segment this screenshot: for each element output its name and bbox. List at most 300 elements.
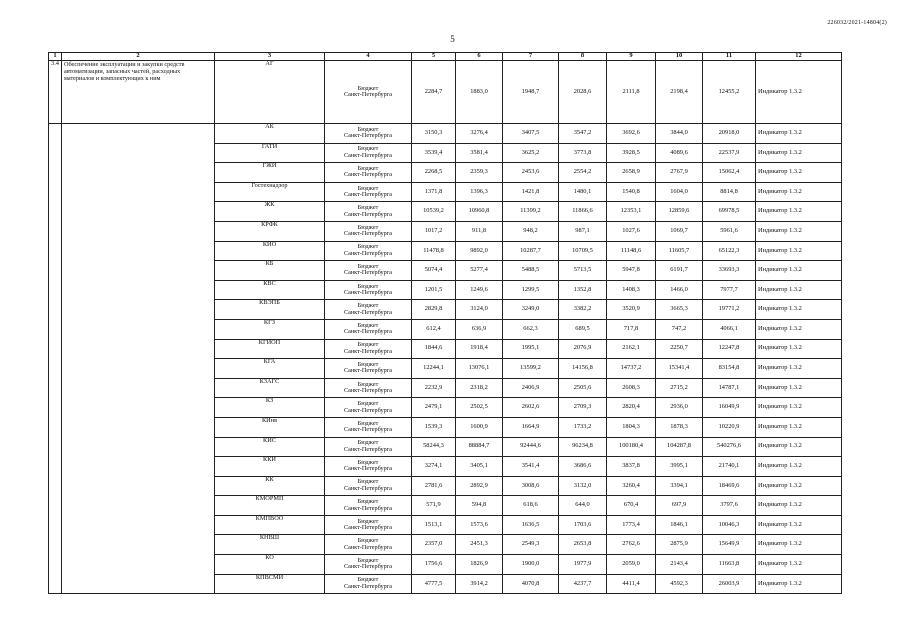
total-amount-cell: 15062,4 — [703, 163, 756, 183]
year-amount-cell: 2820,4 — [607, 398, 656, 418]
year-amount-cell: 2781,6 — [412, 476, 456, 496]
year-amount-cell: 948,2 — [503, 221, 559, 241]
year-amount-cell: 2028,6 — [559, 61, 607, 124]
funding-source-line1: Бюджет — [357, 84, 379, 92]
funding-source-line1: Бюджет — [357, 517, 379, 525]
year-amount-cell: 3625,2 — [503, 143, 559, 163]
year-amount-cell: 4089,6 — [656, 143, 703, 163]
indicator-cell: Индикатор 1.3.2 — [756, 476, 842, 496]
year-amount-cell: 1396,3 — [456, 182, 503, 202]
column-number: 9 — [607, 53, 656, 61]
year-amount-cell: 10709,5 — [559, 241, 607, 261]
year-amount-cell: 612,4 — [412, 319, 456, 339]
column-number: 4 — [325, 53, 412, 61]
year-amount-cell: 594,8 — [456, 496, 503, 516]
year-amount-cell: 3914,2 — [456, 574, 503, 594]
funding-source-line1: Бюджет — [357, 125, 379, 133]
executor-cell: КМОРМП — [215, 496, 325, 516]
year-amount-cell: 3276,4 — [456, 124, 503, 144]
year-amount-cell: 5488,5 — [503, 261, 559, 281]
funding-source-line1: Бюджет — [357, 302, 379, 310]
table-row — [49, 61, 842, 124]
total-amount-cell: 22537,9 — [703, 143, 756, 163]
column-number-row — [49, 53, 842, 61]
year-amount-cell: 3150,3 — [412, 124, 456, 144]
column-number: 2 — [62, 53, 215, 61]
year-amount-cell: 1027,6 — [607, 221, 656, 241]
year-amount-cell: 2479,1 — [412, 398, 456, 418]
total-amount-cell: 4066,1 — [703, 319, 756, 339]
funding-source-line1: Бюджет — [357, 498, 379, 506]
funding-source-line1: Бюджет — [357, 400, 379, 408]
year-amount-cell: 2767,9 — [656, 163, 703, 183]
year-amount-cell: 9892,0 — [456, 241, 503, 261]
total-amount-cell: 19771,2 — [703, 300, 756, 320]
year-amount-cell: 1573,6 — [456, 515, 503, 535]
year-amount-cell: 12353,1 — [607, 202, 656, 222]
year-amount-cell: 2608,3 — [607, 378, 656, 398]
year-amount-cell: 3008,6 — [503, 476, 559, 496]
funding-source-line2: Санкт-Петербурга — [343, 484, 393, 492]
executor-cell: КНВШ — [215, 535, 325, 555]
funding-source-line1: Бюджет — [357, 321, 379, 329]
total-amount-cell: 16049,9 — [703, 398, 756, 418]
executor-cell: КВЭПБ — [215, 300, 325, 320]
year-amount-cell: 1826,9 — [456, 555, 503, 575]
indicator-cell: Индикатор 1.3.2 — [756, 280, 842, 300]
funding-source-cell — [325, 182, 412, 202]
year-amount-cell: 5947,8 — [607, 261, 656, 281]
funding-source-line2: Санкт-Петербурга — [343, 543, 393, 551]
year-amount-cell: 10539,2 — [412, 202, 456, 222]
year-amount-cell: 4411,4 — [607, 574, 656, 594]
funding-source-line2: Санкт-Петербурга — [343, 347, 393, 355]
year-amount-cell: 1249,6 — [456, 280, 503, 300]
year-amount-cell: 12859,6 — [656, 202, 703, 222]
year-amount-cell: 2451,3 — [456, 535, 503, 555]
budget-table — [48, 52, 842, 594]
funding-source-line2: Санкт-Петербурга — [343, 171, 393, 179]
total-amount-cell: 7977,7 — [703, 280, 756, 300]
year-amount-cell: 2554,2 — [559, 163, 607, 183]
total-amount-cell: 33693,3 — [703, 261, 756, 281]
total-amount-cell: 14787,1 — [703, 378, 756, 398]
year-amount-cell: 1540,8 — [607, 182, 656, 202]
year-amount-cell: 11399,2 — [503, 202, 559, 222]
year-amount-cell: 987,1 — [559, 221, 607, 241]
year-amount-cell: 58244,3 — [412, 437, 456, 457]
year-amount-cell: 4592,3 — [656, 574, 703, 594]
year-amount-cell: 1513,1 — [412, 515, 456, 535]
funding-source-cell — [325, 300, 412, 320]
indicator-cell: Индикатор 1.3.2 — [756, 319, 842, 339]
year-amount-cell: 2602,6 — [503, 398, 559, 418]
section-code: 3.4 — [49, 61, 62, 124]
funding-source-line2: Санкт-Петербурга — [343, 563, 393, 571]
year-amount-cell: 1773,4 — [607, 515, 656, 535]
year-amount-cell: 1408,3 — [607, 280, 656, 300]
year-amount-cell: 4237,7 — [559, 574, 607, 594]
funding-source-cell — [325, 202, 412, 222]
year-amount-cell: 3260,4 — [607, 476, 656, 496]
year-amount-cell: 911,8 — [456, 221, 503, 241]
funding-source-line2: Санкт-Петербурга — [343, 465, 393, 473]
funding-source-line1: Бюджет — [357, 576, 379, 584]
year-amount-cell: 3124,0 — [456, 300, 503, 320]
year-amount-cell: 3132,0 — [559, 476, 607, 496]
year-amount-cell: 2162,1 — [607, 339, 656, 359]
year-amount-cell: 1421,8 — [503, 182, 559, 202]
column-number: 1 — [49, 53, 62, 61]
funding-source-cell — [325, 417, 412, 437]
funding-source-cell — [325, 515, 412, 535]
total-amount-cell: 15649,9 — [703, 535, 756, 555]
year-amount-cell: 1539,3 — [412, 417, 456, 437]
year-amount-cell: 2284,7 — [412, 61, 456, 124]
year-amount-cell: 3995,1 — [656, 457, 703, 477]
year-amount-cell: 14737,2 — [607, 359, 656, 379]
year-amount-cell: 1733,2 — [559, 417, 607, 437]
year-amount-cell: 1664,9 — [503, 417, 559, 437]
year-amount-cell: 3407,5 — [503, 124, 559, 144]
executor-cell: КИО — [215, 241, 325, 261]
funding-source-line1: Бюджет — [357, 360, 379, 368]
indicator-cell: Индикатор 1.3.2 — [756, 437, 842, 457]
executor-cell: ЖК — [215, 202, 325, 222]
year-amount-cell: 662,3 — [503, 319, 559, 339]
funding-source-cell — [325, 437, 412, 457]
funding-source-line2: Санкт-Петербурга — [343, 249, 393, 257]
funding-source-line1: Бюджет — [357, 341, 379, 349]
funding-source-cell — [325, 359, 412, 379]
column-number: 12 — [756, 53, 842, 61]
executor-cell: КЗАГС — [215, 378, 325, 398]
executor-cell: КВС — [215, 280, 325, 300]
year-amount-cell: 12244,1 — [412, 359, 456, 379]
year-amount-cell: 11478,8 — [412, 241, 456, 261]
executor-cell: ККИ — [215, 457, 325, 477]
funding-source-line2: Санкт-Петербурга — [343, 406, 393, 414]
funding-source-line2: Санкт-Петербурга — [343, 308, 393, 316]
year-amount-cell: 3686,6 — [559, 457, 607, 477]
year-amount-cell: 1918,4 — [456, 339, 503, 359]
year-amount-cell: 2268,5 — [412, 163, 456, 183]
executor-cell: ГЖИ — [215, 163, 325, 183]
total-amount-cell: 83154,8 — [703, 359, 756, 379]
funding-source-line1: Бюджет — [357, 556, 379, 564]
year-amount-cell: 1846,1 — [656, 515, 703, 535]
year-amount-cell: 88884,7 — [456, 437, 503, 457]
year-amount-cell: 3773,8 — [559, 143, 607, 163]
funding-source-line2: Санкт-Петербурга — [343, 582, 393, 590]
funding-source-cell — [325, 457, 412, 477]
indicator-cell: Индикатор 1.3.2 — [756, 261, 842, 281]
year-amount-cell: 13599,2 — [503, 359, 559, 379]
indicator-cell: Индикатор 1.3.2 — [756, 163, 842, 183]
indicator-cell: Индикатор 1.3.2 — [756, 574, 842, 594]
year-amount-cell: 5074,4 — [412, 261, 456, 281]
year-amount-cell: 1883,0 — [456, 61, 503, 124]
year-amount-cell: 1299,5 — [503, 280, 559, 300]
column-number: 11 — [703, 53, 756, 61]
total-amount-cell: 21740,1 — [703, 457, 756, 477]
year-amount-cell: 1804,3 — [607, 417, 656, 437]
executor-cell: КИнв — [215, 417, 325, 437]
year-amount-cell: 2198,4 — [656, 61, 703, 124]
year-amount-cell: 3520,9 — [607, 300, 656, 320]
indicator-cell: Индикатор 1.3.2 — [756, 241, 842, 261]
executor-cell: КО — [215, 555, 325, 575]
year-amount-cell: 3541,4 — [503, 457, 559, 477]
indicator-cell: Индикатор 1.3.2 — [756, 221, 842, 241]
executor-cell: ГАТИ — [215, 143, 325, 163]
funding-source-cell — [325, 124, 412, 144]
year-amount-cell: 100180,4 — [607, 437, 656, 457]
year-amount-cell: 2505,6 — [559, 378, 607, 398]
year-amount-cell: 2549,3 — [503, 535, 559, 555]
year-amount-cell: 1703,6 — [559, 515, 607, 535]
year-amount-cell: 6191,7 — [656, 261, 703, 281]
year-amount-cell: 2059,0 — [607, 555, 656, 575]
total-amount-cell: 18469,6 — [703, 476, 756, 496]
funding-source-line2: Санкт-Петербурга — [343, 328, 393, 336]
total-amount-cell: 69978,5 — [703, 202, 756, 222]
executor-cell: КИС — [215, 437, 325, 457]
funding-source-line2: Санкт-Петербурга — [343, 91, 393, 98]
executor-cell: Гостехнадзор — [215, 182, 325, 202]
total-amount-cell: 65122,3 — [703, 241, 756, 261]
total-amount-cell: 10046,3 — [703, 515, 756, 535]
page-number: 5 — [450, 34, 455, 44]
year-amount-cell: 3274,1 — [412, 457, 456, 477]
funding-source-line1: Бюджет — [357, 145, 379, 153]
funding-source-cell — [325, 555, 412, 575]
funding-source-cell — [325, 280, 412, 300]
total-amount-cell: 5961,6 — [703, 221, 756, 241]
total-amount-cell: 8814,8 — [703, 182, 756, 202]
executor-cell: КБ — [215, 261, 325, 281]
indicator-cell: Индикатор 1.3.2 — [756, 202, 842, 222]
total-amount-cell: 12455,2 — [703, 61, 756, 124]
year-amount-cell: 1604,0 — [656, 182, 703, 202]
total-amount-cell: 10220,9 — [703, 417, 756, 437]
year-amount-cell: 2111,8 — [607, 61, 656, 124]
year-amount-cell: 2143,4 — [656, 555, 703, 575]
year-amount-cell: 11148,6 — [607, 241, 656, 261]
executor-cell: КК — [215, 476, 325, 496]
indicator-cell: Индикатор 1.3.2 — [756, 496, 842, 516]
indicator-cell: Индикатор 1.3.2 — [756, 124, 842, 144]
year-amount-cell: 1900,0 — [503, 555, 559, 575]
indicator-cell: Индикатор 1.3.2 — [756, 515, 842, 535]
column-number: 3 — [215, 53, 325, 61]
year-amount-cell: 618,6 — [503, 496, 559, 516]
year-amount-cell: 3394,1 — [656, 476, 703, 496]
funding-source-cell — [325, 143, 412, 163]
funding-source-line2: Санкт-Петербурга — [343, 426, 393, 434]
indicator-cell: Индикатор 1.3.2 — [756, 359, 842, 379]
year-amount-cell: 3837,8 — [607, 457, 656, 477]
year-amount-cell: 2359,3 — [456, 163, 503, 183]
year-amount-cell: 1069,7 — [656, 221, 703, 241]
year-amount-cell: 747,2 — [656, 319, 703, 339]
year-amount-cell: 1371,8 — [412, 182, 456, 202]
total-amount-cell: 12247,8 — [703, 339, 756, 359]
funding-source-cell — [325, 61, 412, 124]
funding-source-cell — [325, 261, 412, 281]
funding-source-cell — [325, 163, 412, 183]
year-amount-cell: 2232,9 — [412, 378, 456, 398]
funding-source-line1: Бюджет — [357, 439, 379, 447]
year-amount-cell: 3692,6 — [607, 124, 656, 144]
indicator-cell: Индикатор 1.3.2 — [756, 398, 842, 418]
funding-source-cell — [325, 476, 412, 496]
year-amount-cell: 2658,9 — [607, 163, 656, 183]
funding-source-line1: Бюджет — [357, 223, 379, 231]
year-amount-cell: 1844,6 — [412, 339, 456, 359]
year-amount-cell: 3249,0 — [503, 300, 559, 320]
year-amount-cell: 2829,8 — [412, 300, 456, 320]
year-amount-cell: 2250,7 — [656, 339, 703, 359]
year-amount-cell: 3405,1 — [456, 457, 503, 477]
year-amount-cell: 2076,9 — [559, 339, 607, 359]
funding-source-line2: Санкт-Петербурга — [343, 445, 393, 453]
funding-source-line2: Санкт-Петербурга — [343, 132, 393, 140]
indicator-cell: Индикатор 1.3.2 — [756, 378, 842, 398]
executor-cell: АГ — [215, 61, 325, 124]
indicator-cell: Индикатор 1.3.2 — [756, 555, 842, 575]
year-amount-cell: 4777,5 — [412, 574, 456, 594]
year-amount-cell: 96234,8 — [559, 437, 607, 457]
year-amount-cell: 1977,9 — [559, 555, 607, 575]
funding-source-cell — [325, 339, 412, 359]
year-amount-cell: 2709,3 — [559, 398, 607, 418]
funding-source-line1: Бюджет — [357, 243, 379, 251]
year-amount-cell: 2715,2 — [656, 378, 703, 398]
funding-source-cell — [325, 535, 412, 555]
year-amount-cell: 670,4 — [607, 496, 656, 516]
year-amount-cell: 1480,1 — [559, 182, 607, 202]
column-number: 5 — [412, 53, 456, 61]
funding-source-cell — [325, 221, 412, 241]
funding-source-line1: Бюджет — [357, 380, 379, 388]
year-amount-cell: 1636,5 — [503, 515, 559, 535]
section-code-cont — [49, 124, 62, 594]
funding-source-line1: Бюджет — [357, 184, 379, 192]
year-amount-cell: 3844,0 — [656, 124, 703, 144]
year-amount-cell: 3547,2 — [559, 124, 607, 144]
executor-cell: КГИОП — [215, 339, 325, 359]
indicator-cell: Индикатор 1.3.2 — [756, 300, 842, 320]
indicator-cell: Индикатор 1.3.2 — [756, 182, 842, 202]
funding-source-line2: Санкт-Петербурга — [343, 387, 393, 395]
year-amount-cell: 5277,4 — [456, 261, 503, 281]
year-amount-cell: 15341,4 — [656, 359, 703, 379]
executor-cell: КПВСМИ — [215, 574, 325, 594]
year-amount-cell: 2762,6 — [607, 535, 656, 555]
year-amount-cell: 11605,7 — [656, 241, 703, 261]
year-amount-cell: 3928,5 — [607, 143, 656, 163]
year-amount-cell: 2406,9 — [503, 378, 559, 398]
funding-source-line2: Санкт-Петербурга — [343, 151, 393, 159]
funding-source-line2: Санкт-Петербурга — [343, 230, 393, 238]
funding-source-cell — [325, 241, 412, 261]
year-amount-cell: 571,9 — [412, 496, 456, 516]
executor-cell: КРФК — [215, 221, 325, 241]
year-amount-cell: 10960,8 — [456, 202, 503, 222]
column-number: 8 — [559, 53, 607, 61]
funding-source-line2: Санкт-Петербурга — [343, 504, 393, 512]
table-row — [49, 124, 842, 144]
funding-source-line1: Бюджет — [357, 537, 379, 545]
funding-source-line2: Санкт-Петербурга — [343, 269, 393, 277]
indicator-cell: Индикатор 1.3.2 — [756, 535, 842, 555]
executor-cell: КМПВОО — [215, 515, 325, 535]
year-amount-cell: 1756,6 — [412, 555, 456, 575]
year-amount-cell: 3382,2 — [559, 300, 607, 320]
column-number: 10 — [656, 53, 703, 61]
executor-cell: АК — [215, 124, 325, 144]
year-amount-cell: 644,0 — [559, 496, 607, 516]
column-number: 7 — [503, 53, 559, 61]
year-amount-cell: 92444,6 — [503, 437, 559, 457]
year-amount-cell: 13076,1 — [456, 359, 503, 379]
year-amount-cell: 14156,8 — [559, 359, 607, 379]
year-amount-cell: 1466,0 — [656, 280, 703, 300]
funding-source-line2: Санкт-Петербурга — [343, 210, 393, 218]
year-amount-cell: 2936,0 — [656, 398, 703, 418]
funding-source-line2: Санкт-Петербурга — [343, 524, 393, 532]
year-amount-cell: 1995,1 — [503, 339, 559, 359]
indicator-cell: Индикатор 1.3.2 — [756, 339, 842, 359]
funding-source-cell — [325, 378, 412, 398]
funding-source-line1: Бюджет — [357, 419, 379, 427]
executor-cell: КЗ — [215, 398, 325, 418]
column-number: 6 — [456, 53, 503, 61]
year-amount-cell: 697,9 — [656, 496, 703, 516]
executor-cell: КГЗ — [215, 319, 325, 339]
total-amount-cell: 11663,8 — [703, 555, 756, 575]
year-amount-cell: 3665,3 — [656, 300, 703, 320]
indicator-cell: Индикатор 1.3.2 — [756, 457, 842, 477]
funding-source-line1: Бюджет — [357, 204, 379, 212]
year-amount-cell: 1948,7 — [503, 61, 559, 124]
funding-source-cell — [325, 574, 412, 594]
year-amount-cell: 1600,9 — [456, 417, 503, 437]
year-amount-cell: 689,5 — [559, 319, 607, 339]
year-amount-cell: 2653,8 — [559, 535, 607, 555]
executor-cell: КГА — [215, 359, 325, 379]
year-amount-cell: 2875,9 — [656, 535, 703, 555]
funding-source-cell — [325, 398, 412, 418]
total-amount-cell: 20918,0 — [703, 124, 756, 144]
year-amount-cell: 1878,3 — [656, 417, 703, 437]
funding-source-line1: Бюджет — [357, 458, 379, 466]
year-amount-cell: 3581,4 — [456, 143, 503, 163]
year-amount-cell: 636,9 — [456, 319, 503, 339]
year-amount-cell: 2453,6 — [503, 163, 559, 183]
total-amount-cell: 3797,6 — [703, 496, 756, 516]
section-description: Обеспечение эксплуатации и закупки средств автоматизации, запасных частей, расходных материалов и комплектующих к ним — [62, 61, 215, 124]
year-amount-cell: 11866,6 — [559, 202, 607, 222]
year-amount-cell: 1017,2 — [412, 221, 456, 241]
funding-source-line1: Бюджет — [357, 164, 379, 172]
indicator-cell: Индикатор 1.3.2 — [756, 143, 842, 163]
year-amount-cell: 2357,0 — [412, 535, 456, 555]
year-amount-cell: 2318,2 — [456, 378, 503, 398]
year-amount-cell: 104287,8 — [656, 437, 703, 457]
year-amount-cell: 1201,5 — [412, 280, 456, 300]
